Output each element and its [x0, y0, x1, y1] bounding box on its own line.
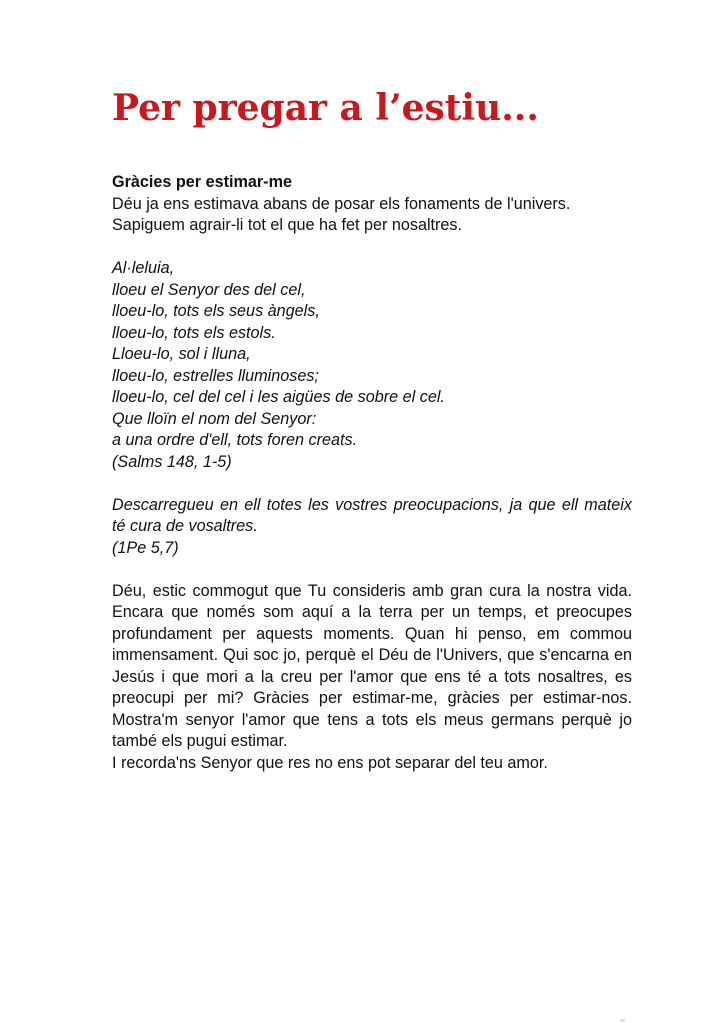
psalm-line: lloeu-lo, tots els estols. — [112, 323, 276, 342]
section-heading: Gràcies per estimar-me — [112, 173, 292, 191]
psalm-line: lloeu-lo, cel del cel i les aigües de sobre el cel. — [112, 388, 445, 406]
scripture-verse — [112, 495, 632, 560]
psalm-line: lloeu-lo, estrelles lluminoses; — [112, 366, 319, 385]
prayer-paragraph: Déu, estic commogut que Tu consideris amb gran cura la nostra vida. Encara que només som aquí a la terra per un temps, et preocupes profundament per aquests moments. Quan hi penso, em commou immensament. Qui soc jo, perquè el Déu de l'Univers, que s'encarna en Jesús i que mori a la creu per l'amor que ens té a tots nosaltres, es preocupi per mi? Gràcies per estimar-me, gràcies per estimar-nos. Mostra'm senyor l'amor que tens a tots els meus germans perquè jo també els pugui estimar. — [112, 581, 632, 750]
scan-artifact — [620, 1019, 625, 1022]
intro-line: Déu ja ens estimava abans de posar els fonaments de l'univers. — [112, 194, 571, 213]
psalm-line: Lloeu-lo, sol i lluna, — [112, 345, 251, 363]
closing-line: I recorda'ns Senyor que res no ens pot separar del teu amor. — [112, 753, 548, 772]
intro-paragraph — [112, 194, 632, 237]
psalm-line: a una ordre d'ell, tots foren creats. — [112, 431, 358, 449]
verse-reference: (1Pe 5,7) — [112, 538, 179, 557]
psalm-line: lloeu-lo, tots els seus àngels, — [112, 302, 320, 320]
psalm-quote — [112, 258, 632, 473]
document-body — [112, 172, 632, 774]
page-title: Per pregar a l’estiu... — [112, 87, 539, 129]
psalm-reference: (Salms 148, 1-5) — [112, 452, 232, 471]
psalm-line: Que lloïn el nom del Senyor: — [112, 409, 317, 428]
verse-text: Descarregueu en ell totes les vostres preocupacions, ja que ell mateix té cura de vosaltres. — [112, 495, 632, 535]
psalm-line: Al·leluia, — [112, 259, 175, 277]
intro-line: Sapiguem agrair-li tot el que ha fet per nosaltres. — [112, 216, 463, 234]
psalm-line: lloeu el Senyor des del cel, — [112, 280, 306, 299]
